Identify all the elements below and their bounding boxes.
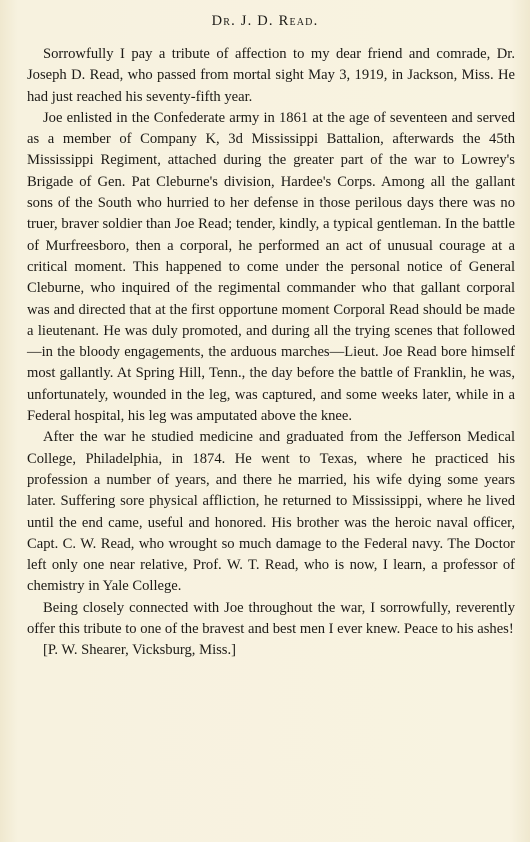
paragraph-1: Sorrowfully I pay a tribute of affection to my dear friend and comrade, Dr. Joseph D. Read, who passed from mortal sight May 3, 1919, in Jackson, Miss. He had just reached his seventy-fifth year. (27, 46, 515, 105)
paragraph-3: After the war he studied medicine and graduated from the Jefferson Medical College, Philadelphia, in 1874. He went to Texas, where he practiced his profession a number of years, and there he married, his wife dying some years later. Suffering sore physical affliction, he returned to Mississippi, where he lived until the end came, useful and honored. His brother was the heroic naval officer, Capt. C. W. Read, who wrought so much damage to the Federal navy. The Doctor left only one near relative, Prof. W. T. Read, who is now, I learn, a professor of chemistry in Yale College. (27, 429, 515, 595)
author-signature: [P. W. Shearer, Vicksburg, Miss.] (43, 642, 236, 659)
article-body (27, 44, 515, 662)
paragraph-2: Joe enlisted in the Confederate army in 1861 at the age of seventeen and served as a member of Company K, 3d Mississippi Battalion, afterwards the 45th Mississippi Regiment, attached during the greater part of the war to Lowrey's Brigade of Gen. Pat Cleburne's division, Hardee's Corps. Among all the gallant sons of the South who hurried to her defense in those perilous days there was no truer, braver soldier than Joe Read; tender, kindly, a typical gentleman. In the battle of Murfreesboro, then a corporal, he performed an act of unusual courage at a critical moment. This happened to come under the personal notice of General Cleburne, who inquired of the regimental commander who that gallant corporal was and directed that at the first opportune moment Corporal Read should be made a lieutenant. He was duly promoted, and during all the trying scenes that followed—in the bloody engagements, the arduous marches—Lieut. Joe Read bore himself most gallantly. At Spring Hill, Tenn., the day before the battle of Franklin, he was, unfortunately, wounded in the leg, was captured, and some weeks later, while in a Federal hospital, his leg was amputated above the knee. (27, 109, 515, 425)
article-title: Dr. J. D. Read. (211, 13, 319, 29)
paragraph-4: Being closely connected with Joe throughout the war, I sorrowfully, reverently offer this tribute to one of the bravest and best men I ever knew. Peace to his ashes! (27, 599, 515, 638)
